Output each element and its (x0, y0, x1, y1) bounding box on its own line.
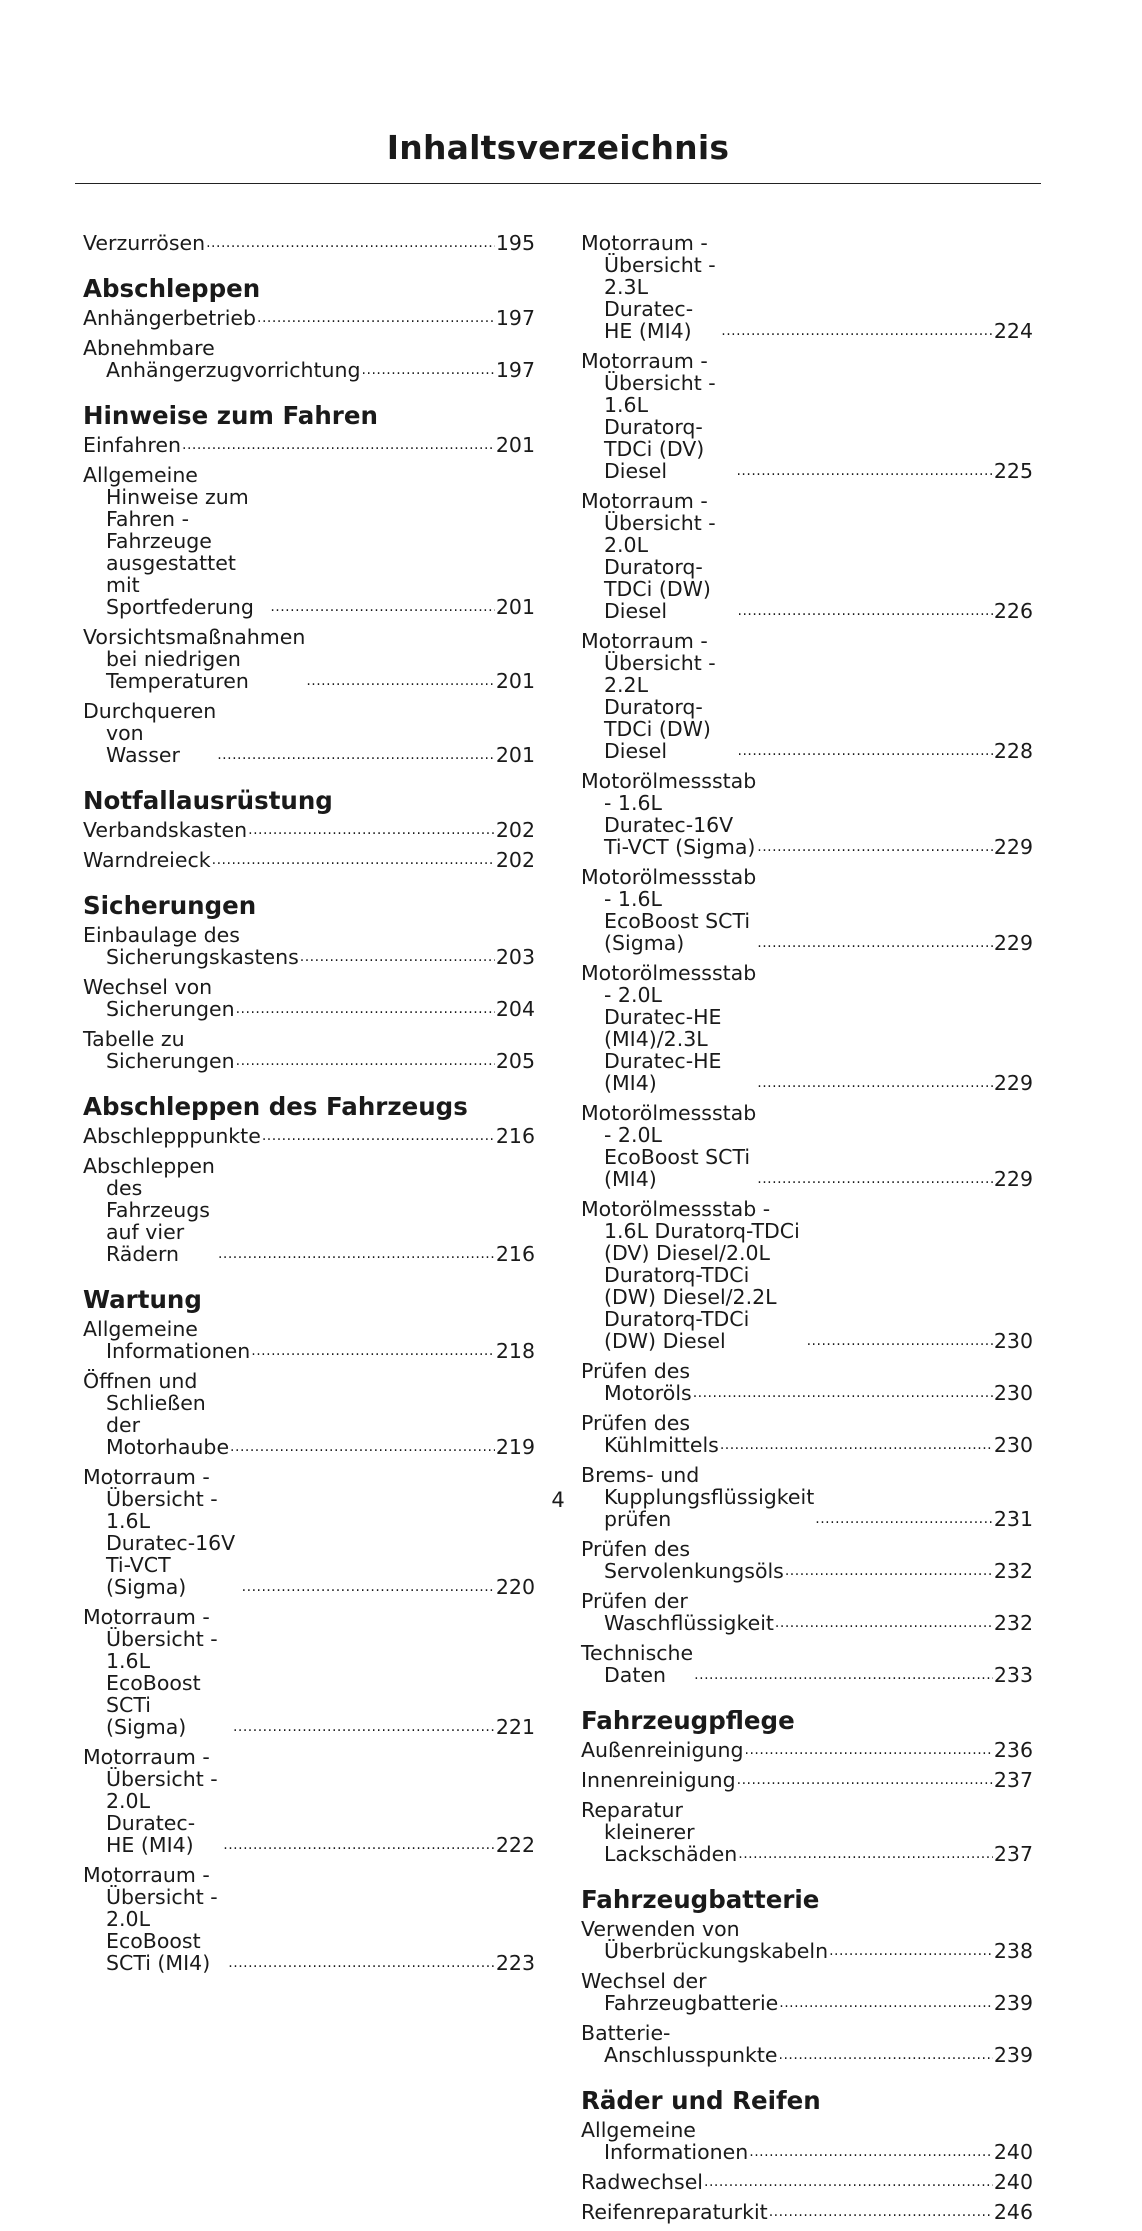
toc-entry-title: Öffnen und Schließen der Motorhaube (83, 1369, 230, 1459)
dot-leader (236, 998, 495, 1020)
toc-section (581, 1885, 1033, 2066)
dot-leader (775, 1612, 993, 1634)
toc-entry-page: 238 (993, 1939, 1033, 1963)
toc-entry[interactable] (581, 1918, 1033, 1962)
dot-leader (206, 232, 495, 254)
dot-leader (749, 2141, 993, 2163)
toc-entry-page: 237 (993, 1842, 1033, 1866)
toc-entry-page: 202 (495, 818, 535, 842)
toc-entry[interactable] (581, 770, 1033, 858)
dot-leader (720, 1434, 993, 1456)
toc-section (83, 1285, 535, 1974)
dot-leader (362, 359, 495, 381)
toc-entry[interactable] (83, 337, 535, 381)
toc-entry-page: 240 (993, 2140, 1033, 2164)
section-heading: Fahrzeugpflege (581, 1706, 795, 1735)
toc-entry-page: 225 (993, 459, 1033, 483)
dot-leader (694, 1664, 993, 1686)
toc-entry-title: Außenreinigung (581, 1738, 744, 1762)
dot-leader (737, 1769, 993, 1791)
section-heading: Räder und Reifen (581, 2086, 821, 2115)
toc-entry[interactable] (83, 1318, 535, 1362)
toc-entry-page: 201 (495, 433, 535, 457)
toc-entry[interactable] (581, 1642, 1033, 1686)
section-heading: Fahrzeugbatterie (581, 1885, 820, 1914)
toc-section (581, 2086, 1033, 2223)
toc-entry-title: Technische Daten (581, 1641, 694, 1687)
toc-entry-title: Motorraum - Übersicht - 2.0L EcoBoost SCTi (MI4) (83, 1863, 218, 1975)
toc-entry-page: 197 (495, 306, 535, 330)
dot-leader (785, 1560, 993, 1582)
toc-section (83, 1092, 535, 1265)
toc-entry-page: 226 (993, 599, 1033, 623)
section-heading: Abschleppen des Fahrzeugs (83, 1092, 468, 1121)
dot-leader (738, 600, 993, 622)
toc-entry-title: Prüfen der Waschflüssigkeit (581, 1589, 774, 1635)
dot-leader (218, 1243, 495, 1265)
toc-entry-title: Prüfen des Motoröls (581, 1359, 692, 1405)
toc-entry-page: 221 (495, 1715, 535, 1739)
toc-entry-page: 204 (495, 997, 535, 1021)
toc-entry-page: 216 (495, 1124, 535, 1148)
dot-leader (223, 1834, 495, 1856)
toc-section (83, 401, 535, 766)
toc-entry-title: Wechsel der Fahrzeugbatterie (581, 1969, 779, 2015)
toc-entry-title: Tabelle zu Sicherungen (83, 1027, 235, 1073)
toc-section (83, 891, 535, 1072)
dot-leader (738, 740, 993, 762)
toc-entry-title: Motorölmessstab - 1.6L EcoBoost SCTi (Sigma) (581, 865, 757, 955)
dot-leader (251, 1340, 495, 1362)
toc-entry-page: 201 (495, 669, 535, 693)
dot-leader (306, 670, 495, 692)
dot-leader (300, 946, 495, 968)
toc-entry-title: Anhängerbetrieb (83, 306, 257, 330)
toc-entry-title: Wechsel von Sicherungen (83, 975, 235, 1021)
toc-entry-title: Motorölmessstab - 1.6L Duratorq-TDCi (DV) Diesel/2.0L Duratorq-TDCi (DW) Diesel/2.2L Duratorq-TDCi (DW) Diesel (581, 1197, 800, 1353)
toc-entry-page: 202 (495, 848, 535, 872)
toc-entry-page: 229 (993, 931, 1033, 955)
toc-entry[interactable] (83, 232, 535, 254)
toc-entry[interactable] (581, 2171, 1033, 2193)
toc-entry-page: 219 (495, 1435, 535, 1459)
toc-entry-title: Abschleppen des Fahrzeugs auf vier Rädern (83, 1154, 215, 1266)
toc-entry-page: 240 (993, 2170, 1033, 2194)
toc-entry-page: 230 (993, 1381, 1033, 1405)
toc-entry-page: 197 (495, 358, 535, 382)
dot-leader (262, 1125, 495, 1147)
dot-leader (807, 1330, 993, 1352)
section-heading: Wartung (83, 1285, 202, 1314)
dot-leader (757, 932, 993, 954)
toc-entry[interactable] (581, 2119, 1033, 2163)
toc-entry-title: Prüfen des Servolenkungsöls (581, 1537, 784, 1583)
toc-entry[interactable] (581, 1360, 1033, 1404)
dot-leader (779, 2044, 993, 2066)
toc-entry[interactable] (581, 350, 1033, 482)
toc-section (581, 232, 1033, 1686)
dot-leader (704, 2171, 993, 2193)
toc-entry-page: 230 (993, 1433, 1033, 1457)
toc-section (83, 232, 535, 254)
toc-entry[interactable] (581, 2201, 1033, 2223)
toc-entry-title: Allgemeine Informationen (581, 2118, 749, 2164)
toc-entry-page: 203 (495, 945, 535, 969)
toc-entry[interactable] (581, 1769, 1033, 1791)
toc-section (83, 786, 535, 871)
toc-entry-title: Prüfen des Kühlmittels (581, 1411, 719, 1457)
toc-entry-page: 195 (495, 231, 535, 255)
dot-leader (757, 836, 993, 858)
toc-entry-page: 230 (993, 1329, 1033, 1353)
toc-entry-title: Reparatur kleinerer Lackschäden (581, 1798, 738, 1866)
toc-entry[interactable] (581, 1412, 1033, 1456)
toc-entry-page: 232 (993, 1559, 1033, 1583)
toc-entry-page: 218 (495, 1339, 535, 1363)
dot-leader (736, 460, 992, 482)
toc-entry-page: 201 (495, 595, 535, 619)
toc-entry-title: Motorraum - Übersicht - 1.6L EcoBoost SCTi (Sigma) (83, 1605, 218, 1739)
toc-entry-title: Abschlepppunkte (83, 1124, 261, 1148)
section-heading: Hinweise zum Fahren (83, 401, 378, 430)
toc-entry-title: Allgemeine Hinweise zum Fahren - Fahrzeuge ausgestattet mit Sportfederung (83, 463, 254, 619)
title-rule (75, 183, 1041, 184)
toc-entry[interactable] (581, 2022, 1033, 2066)
toc-entry[interactable] (83, 924, 535, 968)
toc-entry[interactable] (83, 464, 535, 618)
toc-entry-title: Allgemeine Informationen (83, 1317, 251, 1363)
toc-entry[interactable] (83, 1125, 535, 1147)
dot-leader (248, 819, 495, 841)
toc-entry-title: Einbaulage des Sicherungskastens (83, 923, 299, 969)
toc-entry[interactable] (83, 1746, 535, 1856)
toc-entry-title: Radwechsel (581, 2170, 703, 2194)
toc-entry-page: 229 (993, 1167, 1033, 1191)
page-number: 4 (551, 1488, 565, 1512)
section-heading: Notfallausrüstung (83, 786, 333, 815)
toc-entry[interactable] (581, 1590, 1033, 1634)
toc-entry-page: 228 (993, 739, 1033, 763)
toc-entry-title: Motorölmessstab - 1.6L Duratec-16V Ti-VCT (Sigma) (581, 769, 757, 859)
dot-leader (738, 1843, 993, 1865)
toc-entry-title: Einfahren (83, 433, 181, 457)
toc-entry-page: 224 (993, 319, 1033, 343)
toc-entry[interactable] (83, 1466, 535, 1598)
dot-leader (233, 1716, 495, 1738)
toc-entry[interactable] (581, 1102, 1033, 1190)
toc-entry[interactable] (83, 1028, 535, 1072)
toc-entry-title: Verzurrösen (83, 231, 206, 255)
dot-leader (242, 1576, 495, 1598)
toc-entry-page: 233 (993, 1663, 1033, 1687)
dot-leader (745, 1739, 993, 1761)
dot-leader (257, 307, 495, 329)
dot-leader (757, 1168, 993, 1190)
dot-leader (779, 1992, 993, 2014)
section-heading: Abschleppen (83, 274, 261, 303)
toc-entry-title: Verwenden von Überbrückungskabeln (581, 1917, 829, 1963)
toc-entry-page: 239 (993, 1991, 1033, 2015)
toc-entry-page: 216 (495, 1242, 535, 1266)
dot-leader (182, 434, 495, 456)
toc-entry[interactable] (83, 626, 535, 692)
toc-entry-page: 220 (495, 1575, 535, 1599)
dot-leader (769, 2201, 993, 2223)
toc-entry-page: 205 (495, 1049, 535, 1073)
toc-entry[interactable] (581, 1198, 1033, 1352)
toc-entry[interactable] (83, 307, 535, 329)
dot-leader (228, 1952, 495, 1974)
toc-right-column (581, 232, 1033, 2231)
toc-entry-page: 239 (993, 2043, 1033, 2067)
page-title: Inhaltsverzeichnis (386, 128, 730, 167)
toc-entry[interactable] (581, 232, 1033, 342)
toc-entry[interactable] (83, 819, 535, 841)
toc-entry-page: 229 (993, 1071, 1033, 1095)
toc-entry[interactable] (83, 976, 535, 1020)
toc-entry-title: Verbandskasten (83, 818, 248, 842)
toc-section (83, 274, 535, 381)
toc-entry[interactable] (581, 1739, 1033, 1761)
dot-leader (230, 1436, 495, 1458)
toc-entry-page: 222 (495, 1833, 535, 1857)
toc-entry-title: Durchqueren von Wasser (83, 699, 217, 767)
toc-entry[interactable] (581, 1970, 1033, 2014)
toc-left-column (83, 232, 535, 1982)
toc-entry[interactable] (581, 630, 1033, 762)
toc-entry-title: Innenreinigung (581, 1768, 736, 1792)
toc-entry[interactable] (581, 490, 1033, 622)
toc-entry-title: Motorraum - Übersicht - 2.3L Duratec-HE (MI4) (581, 231, 716, 343)
toc-entry-page: 229 (993, 835, 1033, 859)
toc-entry[interactable] (83, 434, 535, 456)
toc-entry-page: 237 (993, 1768, 1033, 1792)
toc-entry-title: Motorraum - Übersicht - 2.0L Duratorq-TDCi (DW) Diesel (581, 489, 716, 623)
dot-leader (270, 596, 495, 618)
toc-entry-title: Motorraum - Übersicht - 1.6L Duratorq-TDCi (DV) Diesel (581, 349, 716, 483)
toc-entry[interactable] (83, 849, 535, 871)
toc-entry[interactable] (83, 1606, 535, 1738)
dot-leader (829, 1940, 993, 1962)
toc-entry-title: Motorraum - Übersicht - 2.2L Duratorq-TDCi (DW) Diesel (581, 629, 716, 763)
toc-entry-page: 201 (495, 743, 535, 767)
toc-entry-title: Motorölmessstab - 2.0L EcoBoost SCTi (MI4) (581, 1101, 757, 1191)
dot-leader (721, 320, 993, 342)
dot-leader (236, 1050, 495, 1072)
dot-leader (757, 1072, 993, 1094)
toc-entry[interactable] (581, 1538, 1033, 1582)
toc-entry[interactable] (83, 1370, 535, 1458)
toc-entry-page: 246 (993, 2200, 1033, 2224)
toc-entry-title: Motorraum - Übersicht - 2.0L Duratec-HE (MI4) (83, 1745, 218, 1857)
dot-leader (212, 849, 495, 871)
toc-entry-title: Abnehmbare Anhängerzugvorrichtung (83, 336, 361, 382)
toc-entry-title: Vorsichtsmaßnahmen bei niedrigen Temperaturen (83, 625, 306, 693)
toc-entry-page: 236 (993, 1738, 1033, 1762)
toc-entry-title: Motorraum - Übersicht - 1.6L Duratec-16V Ti-VCT (Sigma) (83, 1465, 236, 1599)
section-heading: Sicherungen (83, 891, 257, 920)
dot-leader (693, 1382, 993, 1404)
toc-section (581, 1706, 1033, 1865)
toc-entry[interactable] (83, 1155, 535, 1265)
toc-entry-title: Brems- und Kupplungsflüssigkeit prüfen (581, 1463, 815, 1531)
toc-entry-page: 223 (495, 1951, 535, 1975)
toc-entry-title: Motorölmessstab - 2.0L Duratec-HE (MI4)/2.3L Duratec-HE (MI4) (581, 961, 757, 1095)
toc-entry[interactable] (581, 866, 1033, 954)
dot-leader (217, 744, 495, 766)
toc-entry-page: 232 (993, 1611, 1033, 1635)
toc-entry-title: Warndreieck (83, 848, 211, 872)
toc-entry[interactable] (581, 1799, 1033, 1865)
toc-entry-title: Reifenreparaturkit (581, 2200, 768, 2224)
toc-entry[interactable] (83, 700, 535, 766)
toc-entry-title: Batterie-Anschlusspunkte (581, 2021, 778, 2067)
toc-entry-page: 231 (993, 1507, 1033, 1531)
toc-entry[interactable] (83, 1864, 535, 1974)
toc-entry[interactable] (581, 962, 1033, 1094)
